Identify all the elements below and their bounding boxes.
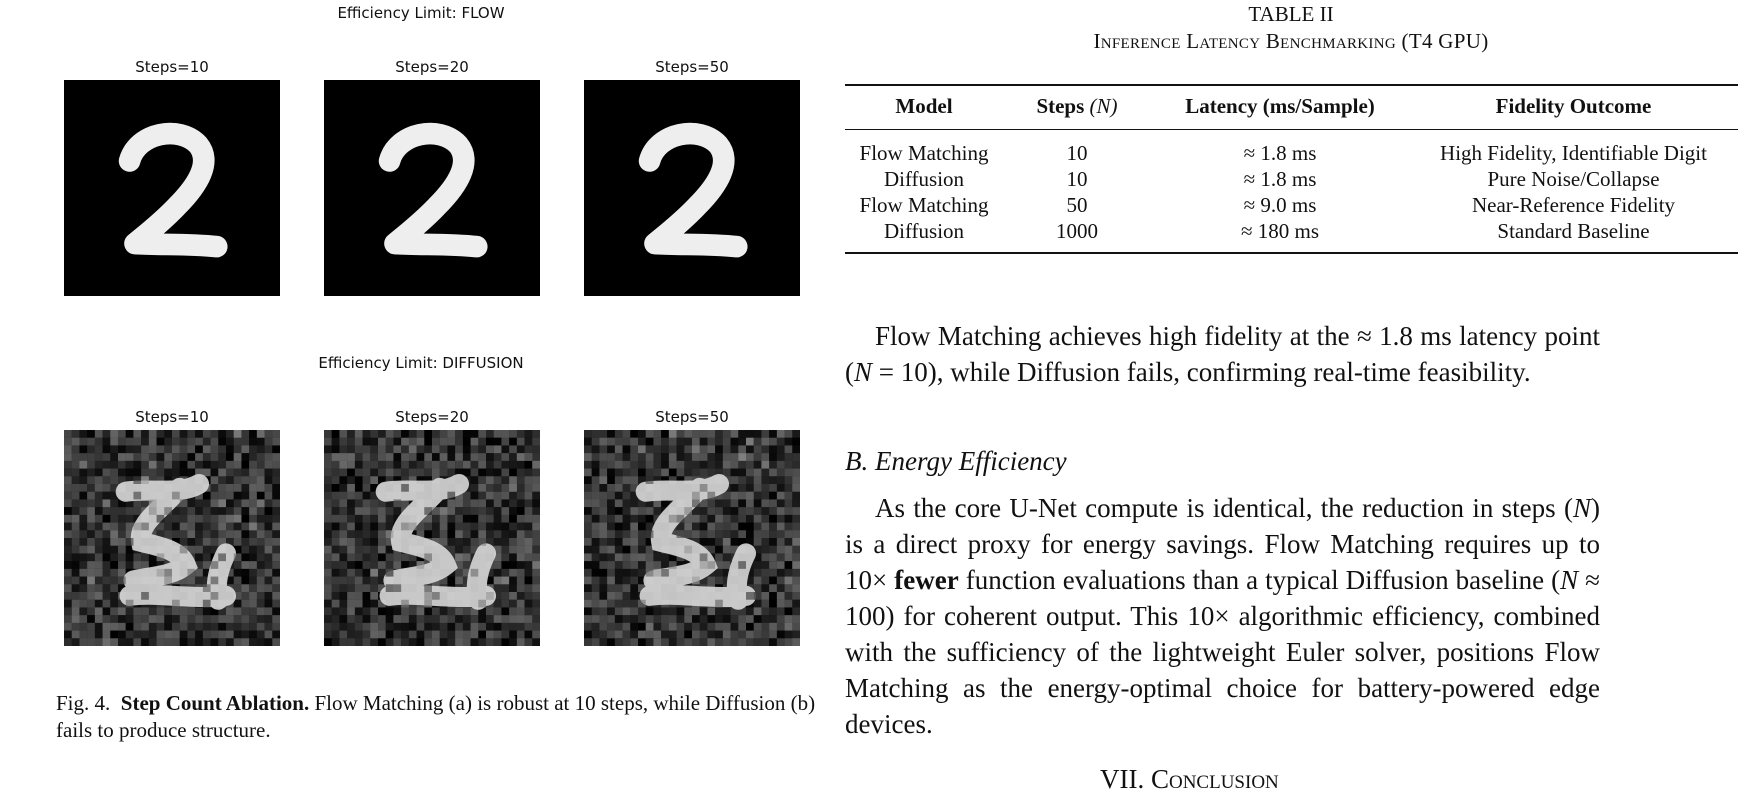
para1-var: N [854,357,873,387]
table-cell: Flow Matching [859,141,989,165]
latency-table [845,84,1738,254]
para2-var1: N [1572,493,1591,523]
section-heading-energy-efficiency: B. Energy Efficiency [845,446,1067,476]
diffusion-sample-image-2 [324,430,540,646]
diffusion-figure-title: Efficiency Limit: DIFFUSION [318,354,524,372]
table-cell: ≈ 1.8 ms [1243,141,1317,165]
para2-text-a: As the core U-Net compute is identical, the reduction in steps ( [875,493,1573,523]
table-title: Inference Latency Benchmarking (T4 GPU) [1093,29,1489,53]
section-heading-conclusion: VII. Conclusion [1100,764,1279,794]
diffusion-sample-image-1 [64,430,280,646]
table-cell: Diffusion [883,219,965,243]
header-steps [1003,85,1151,130]
table-row [845,218,1738,253]
table-cell: Flow Matching [859,193,989,217]
table-cell: Near-Reference Fidelity [1471,193,1676,217]
table-row [845,130,1738,167]
table-cell: ≈ 9.0 ms [1243,193,1317,217]
table-cell: 10 [1066,167,1088,191]
table-number: TABLE II [1248,2,1334,26]
diffusion-sample-image-3 [584,430,800,646]
table-cell: ≈ 180 ms [1240,219,1320,243]
para2-var2: N [1560,565,1579,595]
diffusion-panel-title-1: Steps=10 [135,408,209,426]
table-header-row [845,85,1738,130]
diffusion-panel-title-3: Steps=50 [655,408,729,426]
caption-label: Fig. 4. [56,691,111,715]
table-cell: 1000 [1056,219,1098,243]
para1-text-b: = 10), while Diffusion fails, confirming real-time feasibility. [872,357,1531,387]
paragraph-latency [845,318,1600,390]
table-cell: ≈ 1.8 ms [1243,167,1317,191]
caption-bold: Step Count Ablation. [120,691,310,715]
para2-text-c: function evaluations than a typical Diffusion baseline ( [958,565,1561,595]
table-cell: High Fidelity, Identifiable Digit [1440,141,1707,165]
table-cell: Standard Baseline [1497,219,1650,243]
header-steps-var: (N) [1089,94,1118,118]
para2-text-d: ≈ 100) for coherent output. This 10× algorithmic efficiency, combined with the sufficiency of the lightweight Euler solver, positions Flow Matching as the energy-optimal choice for battery-powered edge devices. [845,565,1601,739]
diffusion-panel-title-2: Steps=20 [395,408,469,426]
flow-panel-title-3: Steps=50 [655,58,729,76]
table-row [845,192,1738,218]
caption-text: Flow Matching (a) is robust at 10 steps, while Diffusion (b) fails to produce structure. [56,691,816,742]
para1-text-a: Flow Matching achieves high fidelity at the ≈ 1.8 ms latency point ( [845,321,1600,387]
header-fidelity: Fidelity Outcome [1409,85,1738,130]
flow-sample-image-3 [584,80,800,296]
header-steps-label: Steps [1036,94,1085,118]
header-model: Model [845,85,1003,130]
flow-sample-image-1 [64,80,280,296]
paragraph-energy [845,490,1600,742]
table-row [845,166,1738,192]
flow-panel-title-1: Steps=10 [135,58,209,76]
flow-figure-title: Efficiency Limit: FLOW [337,4,505,22]
para2-text-b: ) is a direct proxy for energy savings. Flow Matching requires up to 10× [845,493,1600,595]
figure-caption [56,690,816,744]
table-cell: Diffusion [883,167,965,191]
flow-panel-title-2: Steps=20 [395,58,469,76]
table-cell: 10 [1066,141,1088,165]
para2-bold: fewer [894,565,959,595]
flow-sample-image-2 [324,80,540,296]
table-cell: 50 [1066,193,1088,217]
header-latency: Latency (ms/Sample) [1151,85,1409,130]
table-cell: Pure Noise/Collapse [1487,167,1660,191]
